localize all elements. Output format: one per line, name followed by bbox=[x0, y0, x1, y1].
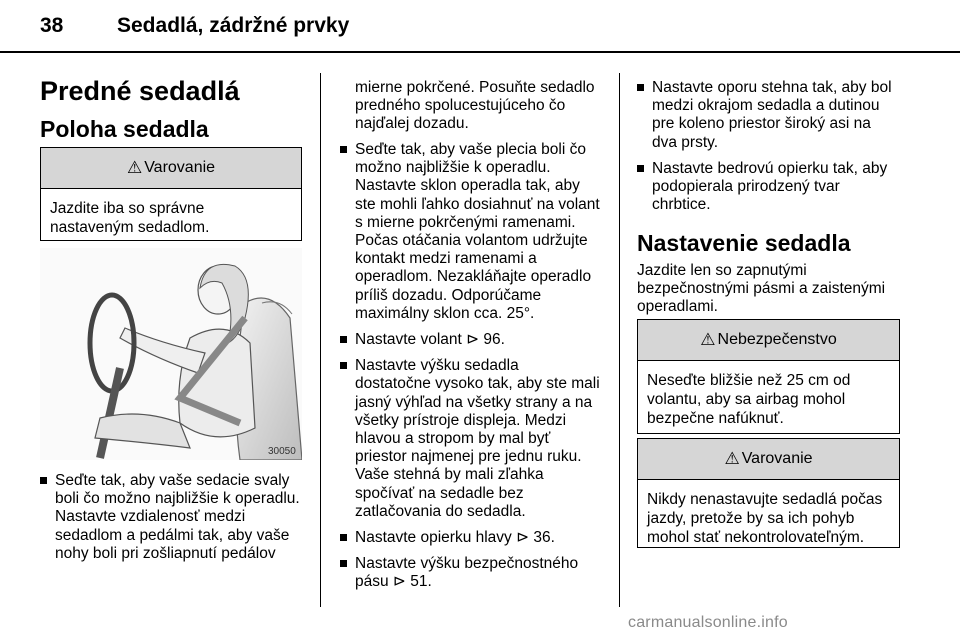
column-divider-left bbox=[320, 73, 321, 607]
bullet-line: Seďte tak, aby vaše sedacie svaly bbox=[55, 472, 290, 489]
left-bullet-list bbox=[40, 472, 312, 563]
bullet-line: všetky prístroje displeja. Medzi bbox=[355, 411, 567, 429]
bullet-line: Nastavte vzdialenosť medzi bbox=[55, 508, 246, 526]
watermark-text: carmanualsonline.info bbox=[628, 614, 788, 631]
list-item bbox=[637, 160, 912, 215]
bullet-line: príliš dozadu. Odporúčame bbox=[355, 286, 542, 304]
danger-text: Neseďte bližšie než 25 cm od volantu, aby sa airbag mohol bezpečne nafúknuť. bbox=[647, 372, 851, 427]
square-bullet-icon bbox=[40, 477, 47, 484]
bullet-line: pre koleno priestor široký asi na bbox=[652, 115, 871, 133]
warning-box-header bbox=[638, 439, 899, 480]
bullet-line: hlavou a stropom by mal byť bbox=[355, 430, 551, 448]
bullet-line: priestor najmenej pre jednu ruku. bbox=[355, 448, 582, 466]
bullet-line: zatlačovania do sedadla. bbox=[355, 502, 526, 520]
bullet-line: Nastavte výšku sedadla bbox=[355, 357, 519, 375]
square-bullet-icon bbox=[637, 84, 644, 91]
bullet-line: s mierne pokrčenými ramenami. bbox=[355, 213, 576, 231]
figure-code: 30050 bbox=[268, 446, 296, 457]
text-line: operadlami. bbox=[637, 298, 718, 316]
bullet-line: pásu ⊳ 51. bbox=[355, 573, 432, 591]
bullet-line: operadlom. Nezakláňajte operadlo bbox=[355, 268, 592, 286]
bullet-line: Vaše stehná by mali zľahka bbox=[355, 466, 544, 484]
driver-seat-figure bbox=[40, 248, 302, 460]
bullet-line: medzi okrajom sedadla a dutinou bbox=[652, 97, 880, 115]
bullet-line: maximálny sklon cca. 25°. bbox=[355, 304, 535, 322]
right-bullet-list bbox=[637, 79, 912, 214]
square-bullet-icon bbox=[340, 362, 347, 369]
bullet-line: Nastavte opierku hlavy ⊳ 36. bbox=[355, 529, 555, 547]
bullet-line: spočívať na sedadle bez bbox=[355, 484, 524, 502]
square-bullet-icon bbox=[340, 560, 347, 567]
middle-bullet-list bbox=[340, 141, 615, 592]
bullet-line: nohy boli pri zošliapnutí pedálov bbox=[55, 544, 276, 562]
bullet-line: chrbtice. bbox=[652, 196, 711, 214]
bullet-line: Nastavte bedrovú opierku tak, aby bbox=[652, 159, 888, 177]
bullet-line: sedadlom a pedálmi tak, aby vaše bbox=[55, 526, 290, 544]
text-line: predného spolucestujúceho čo bbox=[355, 97, 566, 115]
warning-box-header bbox=[41, 148, 301, 189]
text-line: bezpečnostnými pásmi a zaistenými bbox=[637, 280, 886, 298]
list-item bbox=[340, 357, 615, 521]
list-item bbox=[340, 555, 615, 591]
bullet-line: Nastavte oporu stehna tak, aby bol bbox=[652, 79, 892, 96]
bullet-line: možno najbližšie k operadlu. bbox=[355, 159, 551, 177]
bullet-line: Seďte tak, aby vaše plecia boli čo bbox=[355, 141, 586, 158]
list-item bbox=[637, 79, 912, 152]
square-bullet-icon bbox=[340, 534, 347, 541]
square-bullet-icon bbox=[340, 336, 347, 343]
continued-paragraph bbox=[355, 79, 615, 134]
list-item bbox=[340, 141, 615, 323]
list-item bbox=[40, 472, 312, 563]
bullet-line: kontakt medzi ramenami a bbox=[355, 250, 537, 268]
warning-triangle-icon: ⚠ bbox=[724, 449, 740, 468]
seat-position-illustration bbox=[40, 248, 302, 460]
bullet-line: Nastavte sklon operadla tak, aby bbox=[355, 177, 580, 195]
bullet-line: dostatočne vysoko tak, aby ste mali bbox=[355, 375, 600, 393]
danger-label: Nebezpečenstvo bbox=[717, 331, 837, 348]
warning-triangle-icon: ⚠ bbox=[126, 158, 143, 177]
warning-box bbox=[637, 438, 900, 548]
bullet-line: Počas otáčania volantom udržujte bbox=[355, 232, 588, 250]
warning-label: Varovanie bbox=[144, 159, 216, 176]
danger-triangle-icon: ⚠ bbox=[700, 330, 716, 349]
page-header-title: Sedadlá, zádržné prvky bbox=[117, 14, 350, 37]
warning-text: Jazdite iba so správne nastaveným sedadlom. bbox=[50, 200, 210, 236]
intro-paragraph bbox=[637, 262, 907, 317]
danger-box-header bbox=[638, 320, 899, 361]
section-heading: Predné sedadlá bbox=[40, 76, 240, 106]
bullet-line: dva prsty. bbox=[652, 133, 719, 151]
bullet-line: boli čo možno najbližšie k operadlu. bbox=[55, 490, 300, 508]
warning-text: Nikdy nenastavujte sedadlá počas jazdy, pretože by sa ich pohyb mohol stať nekontrolovateľným. bbox=[647, 491, 883, 546]
column-divider-right bbox=[619, 73, 620, 607]
danger-box bbox=[637, 319, 900, 434]
bullet-line: Nastavte volant ⊳ 96. bbox=[355, 331, 505, 349]
bullet-line: podopierala prirodzený tvar bbox=[652, 178, 840, 196]
list-item bbox=[340, 529, 615, 547]
bullet-line: Nastavte výšku bezpečnostného bbox=[355, 555, 579, 573]
list-item bbox=[340, 331, 615, 349]
text-line: najďalej dozadu. bbox=[355, 115, 469, 133]
page-number: 38 bbox=[40, 14, 64, 37]
warning-label: Varovanie bbox=[741, 450, 813, 467]
warning-box bbox=[40, 147, 302, 241]
bullet-line: jasný výhľad na všetky strany a na bbox=[355, 393, 593, 411]
square-bullet-icon bbox=[340, 146, 347, 153]
text-line: Jazdite len so zapnutými bbox=[637, 262, 807, 279]
subsection-heading: Nastavenie sedadla bbox=[637, 230, 851, 256]
text-line: mierne pokrčené. Posuňte sedadlo bbox=[355, 79, 595, 96]
bullet-line: ste mohli ľahko dosiahnuť na volant bbox=[355, 195, 600, 213]
subsection-heading: Poloha sedadla bbox=[40, 116, 209, 142]
header-rule bbox=[0, 51, 960, 53]
square-bullet-icon bbox=[637, 165, 644, 172]
